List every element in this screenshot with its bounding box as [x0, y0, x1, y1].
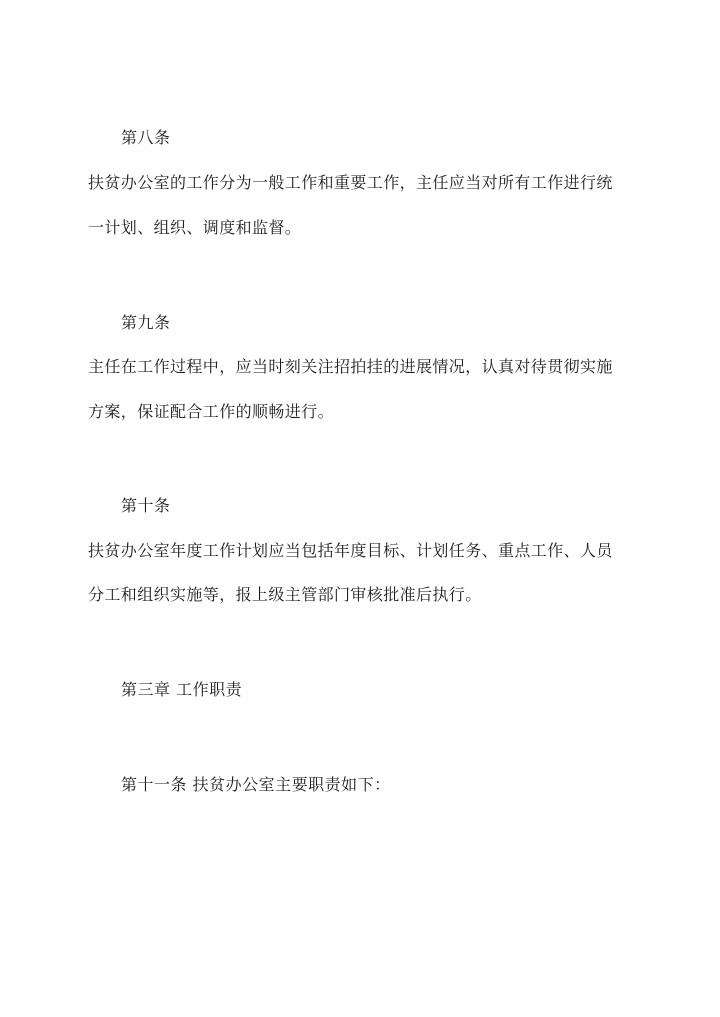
chapter-3-title: 第三章 工作职责 [121, 680, 243, 699]
article-9-line-2: 方案，保证配合工作的顺畅进行。 [88, 402, 335, 421]
article-8-line-2: 一计划、组织、调度和监督。 [88, 218, 302, 237]
article-10-line-2: 分工和组织实施等，报上级主管部门审核批准后执行。 [88, 585, 482, 604]
article-11-heading: 第十一条 扶贫办公室主要职责如下： [121, 775, 391, 794]
article-8-heading: 第八条 [121, 128, 171, 147]
article-9-heading: 第九条 [121, 313, 171, 332]
article-10-heading: 第十条 [121, 496, 171, 515]
article-8-line-1: 扶贫办公室的工作分为一般工作和重要工作，主任应当对所有工作进行统 [88, 173, 613, 192]
article-10-line-1: 扶贫办公室年度工作计划应当包括年度目标、计划任务、重点工作、人员 [88, 541, 613, 560]
article-9-line-1: 主任在工作过程中，应当时刻关注招拍挂的进展情况，认真对待贯彻实施 [88, 357, 613, 376]
